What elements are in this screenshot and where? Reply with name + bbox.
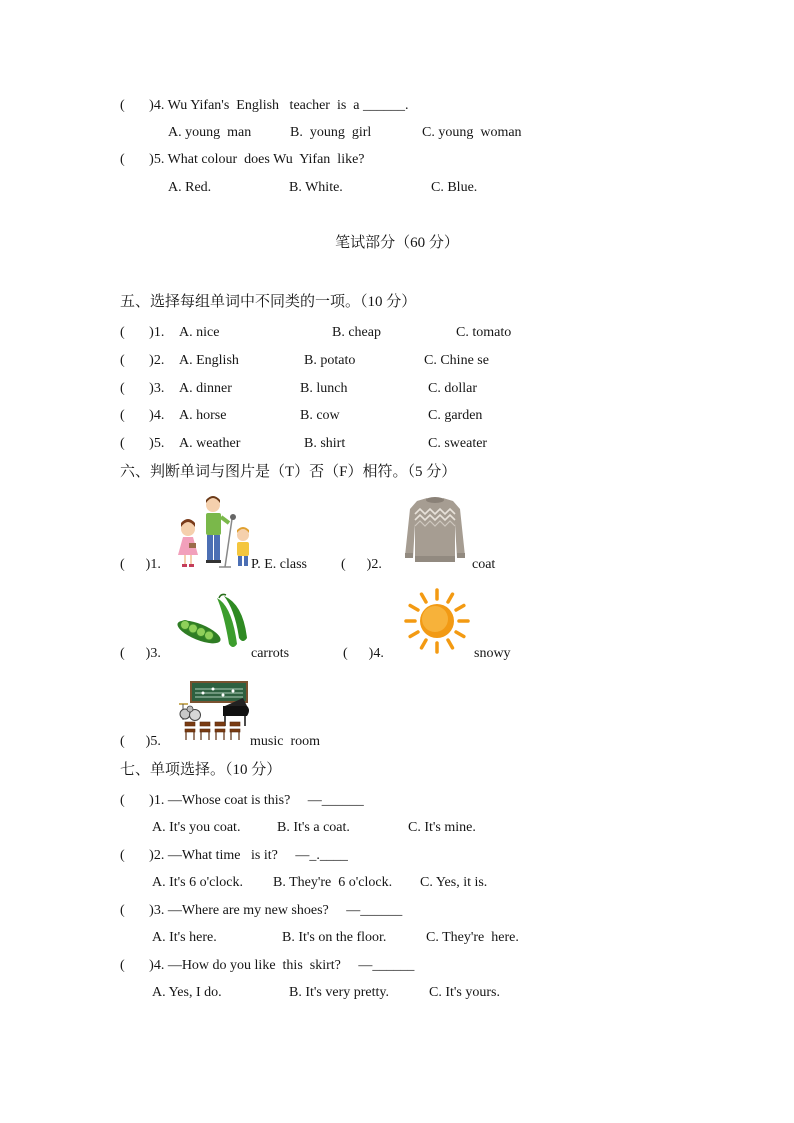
section5-row-4-option-c: C. garden xyxy=(428,408,483,423)
section5-row-4-number: ( )4. xyxy=(120,408,165,423)
section6-item-2-number: ( )2. xyxy=(341,557,382,572)
section5-row-4-option-b: B. cow xyxy=(300,408,340,423)
section7-q4-stem: ( )4. —How do you like this skirt? —______ xyxy=(120,958,415,973)
section7-q4-option-b: B. It's very pretty. xyxy=(289,985,389,1000)
section7-title: 七、单项选择。（10 分） xyxy=(120,762,282,778)
section7-q2-stem: ( )2. —What time is it? —_.____ xyxy=(120,848,348,863)
section7-q3-option-a: A. It's here. xyxy=(152,930,217,945)
section7-q2-option-a: A. It's 6 o'clock. xyxy=(152,875,243,890)
music-room-picture xyxy=(177,680,251,742)
section7-q3-option-b: B. It's on the floor. xyxy=(282,930,387,945)
section7-q2-option-c: C. Yes, it is. xyxy=(420,875,488,890)
section5-row-2-option-b: B. potato xyxy=(304,353,356,368)
section6-title: 六、判断单词与图片是（T）否（F）相符。（5 分） xyxy=(120,464,457,480)
listening-q5-option-a: A. Red. xyxy=(168,180,212,195)
section5-row-3-number: ( )3. xyxy=(120,381,165,396)
section6-item-1-word: P. E. class xyxy=(251,557,307,572)
section5-row-2-option-c: C. Chine se xyxy=(424,353,489,368)
section6-item-3-word: carrots xyxy=(251,646,290,661)
sun-picture xyxy=(402,586,472,656)
section7-q4-option-c: C. It's yours. xyxy=(429,985,500,1000)
listening-q4-option-a: A. young man xyxy=(168,125,252,140)
section5-row-1-option-a: A. nice xyxy=(179,325,220,340)
section5-row-5-option-b: B. shirt xyxy=(304,436,346,451)
section5-row-1-option-b: B. cheap xyxy=(332,325,381,340)
section5-row-3-option-b: B. lunch xyxy=(300,381,348,396)
listening-q4-stem: ( )4. Wu Yifan's English teacher is a ______. xyxy=(120,98,409,113)
listening-q5-stem: ( )5. What colour does Wu Yifan like? xyxy=(120,152,365,167)
section5-row-3-option-c: C. dollar xyxy=(428,381,477,396)
section7-q3-option-c: C. They're here. xyxy=(426,930,519,945)
section5-row-5-number: ( )5. xyxy=(120,436,165,451)
written-part-title: 笔试部分（60 分） xyxy=(335,235,459,251)
section7-q1-option-b: B. It's a coat. xyxy=(277,820,350,835)
section7-q1-stem: ( )1. —Whose coat is this? —______ xyxy=(120,793,364,808)
listening-q4-option-b: B. young girl xyxy=(290,125,372,140)
listening-q5-option-b: B. White. xyxy=(289,180,343,195)
section6-item-3-number: ( )3. xyxy=(120,646,161,661)
section7-q3-stem: ( )3. —Where are my new shoes? —______ xyxy=(120,903,403,918)
listening-q4-option-c: C. young woman xyxy=(422,125,522,140)
section6-item-4-number: ( )4. xyxy=(343,646,384,661)
children-singing-picture xyxy=(175,493,255,571)
listening-q5-option-c: C. Blue. xyxy=(431,180,478,195)
section7-q1-option-a: A. It's you coat. xyxy=(152,820,241,835)
section5-row-1-option-c: C. tomato xyxy=(456,325,512,340)
section6-item-4-word: snowy xyxy=(474,646,511,661)
section7-q4-option-a: A. Yes, I do. xyxy=(152,985,222,1000)
section5-row-4-option-a: A. horse xyxy=(179,408,227,423)
section5-row-3-option-a: A. dinner xyxy=(179,381,232,396)
section6-item-1-number: ( )1. xyxy=(120,557,161,572)
sweater-picture xyxy=(404,496,466,566)
section7-q2-option-b: B. They're 6 o'clock. xyxy=(273,875,393,890)
section5-row-2-number: ( )2. xyxy=(120,353,165,368)
section6-item-2-word: coat xyxy=(472,557,496,572)
section7-q1-option-c: C. It's mine. xyxy=(408,820,476,835)
peas-picture xyxy=(177,594,251,650)
section5-row-5-option-c: C. sweater xyxy=(428,436,488,451)
section6-item-5-number: ( )5. xyxy=(120,734,161,749)
section5-row-1-number: ( )1. xyxy=(120,325,165,340)
section5-row-2-option-a: A. English xyxy=(179,353,239,368)
section5-title: 五、选择每组单词中不同类的一项。（10 分） xyxy=(120,294,417,310)
section5-row-5-option-a: A. weather xyxy=(179,436,241,451)
section6-item-5-word: music room xyxy=(250,734,320,749)
